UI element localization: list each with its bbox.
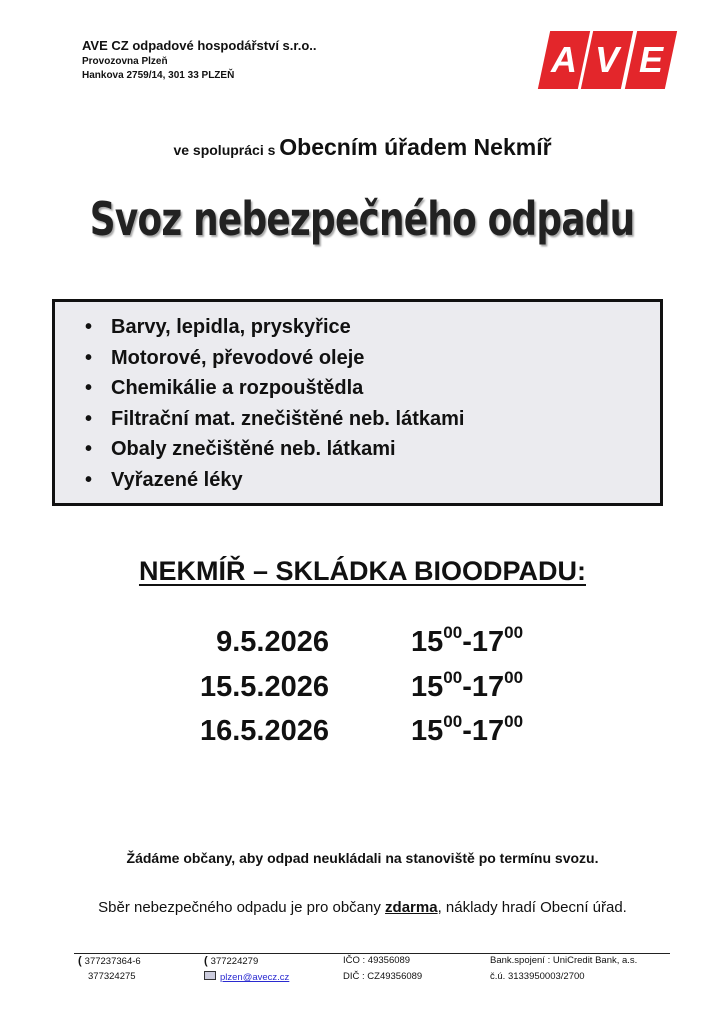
branch-name: Provozovna Plzeň: [82, 56, 168, 67]
fax-icon: (: [204, 955, 208, 967]
footer-divider: [74, 953, 670, 954]
list-item: • Obaly znečištěné neb. látkami: [85, 434, 660, 465]
footer-bank: Bank.spojení : UniCredit Bank, a.s.: [490, 955, 638, 966]
footer-ico: IČO : 49356089: [343, 955, 411, 966]
company-address: Hankova 2759/14, 301 33 PLZEŇ: [82, 70, 235, 81]
list-item: • Vyřazené léky: [85, 465, 660, 496]
list-item: • Chemikálie a rozpouštědla: [85, 373, 660, 404]
schedule-date: 15.5.2026: [199, 671, 329, 703]
email-icon: [204, 971, 216, 980]
schedule-time: $15^{00}-17^{00}$: [411, 623, 524, 658]
phone-icon: (: [78, 955, 82, 967]
schedule-date: 9.5.2026: [216, 626, 329, 658]
schedule-date: 16.5.2026: [199, 715, 329, 747]
schedule-time: $15^{00}-17^{00}$: [411, 712, 524, 747]
list-item: • Filtrační mat. znečištěné neb. látkami: [85, 404, 660, 435]
footer-phone-1: ( 377237364-6: [78, 955, 141, 967]
logo-tile-a: A: [538, 31, 591, 89]
logo-tile-v: V: [581, 31, 634, 89]
page-title-text: Svoz nebezpečného odpadu: [90, 192, 635, 246]
free-highlight: zdarma: [385, 899, 438, 916]
schedule-row: [0, 623, 725, 670]
schedule-row: [0, 668, 725, 715]
ave-logo: [544, 31, 671, 89]
footer-email: [204, 971, 289, 983]
footer-dic: DIČ : CZ49356089: [343, 971, 423, 982]
footer-phone-2: 377324275: [88, 971, 136, 982]
cooperation-line: [0, 134, 725, 161]
schedule-row: [0, 712, 725, 759]
logo-tile-e: E: [624, 31, 677, 89]
company-name: AVE CZ odpadové hospodářství s.r.o..: [82, 38, 317, 53]
email-link[interactable]: plzen@avecz.cz: [220, 972, 290, 983]
waste-types-box: [52, 299, 663, 506]
schedule-time: $15^{00}-17^{00}$: [411, 668, 524, 703]
citizen-request: Žádáme občany, aby odpad neukládali na stanoviště po termínu svozu.: [126, 850, 599, 866]
list-item: • Motorové, převodové oleje: [85, 343, 660, 374]
page-title: [0, 192, 725, 246]
footer-fax: ( 377224279: [204, 955, 259, 967]
collection-place-heading: [0, 556, 725, 587]
waste-types-list: [55, 302, 660, 495]
collection-place-text: NEKMÍŘ – SKLÁDKA BIOODPADU:: [138, 556, 586, 586]
cooperation-partner: Obecním úřadem Nekmíř: [279, 134, 552, 160]
free-collection-note: Sběr nebezpečného odpadu je pro občany zdarma, náklady hradí Obecní úřad.: [98, 899, 627, 916]
cooperation-prefix: ve spolupráci s: [173, 142, 280, 158]
list-item: • Barvy, lepidla, pryskyřice: [85, 312, 660, 343]
footer-account: č.ú. 3133950003/2700: [490, 971, 585, 982]
